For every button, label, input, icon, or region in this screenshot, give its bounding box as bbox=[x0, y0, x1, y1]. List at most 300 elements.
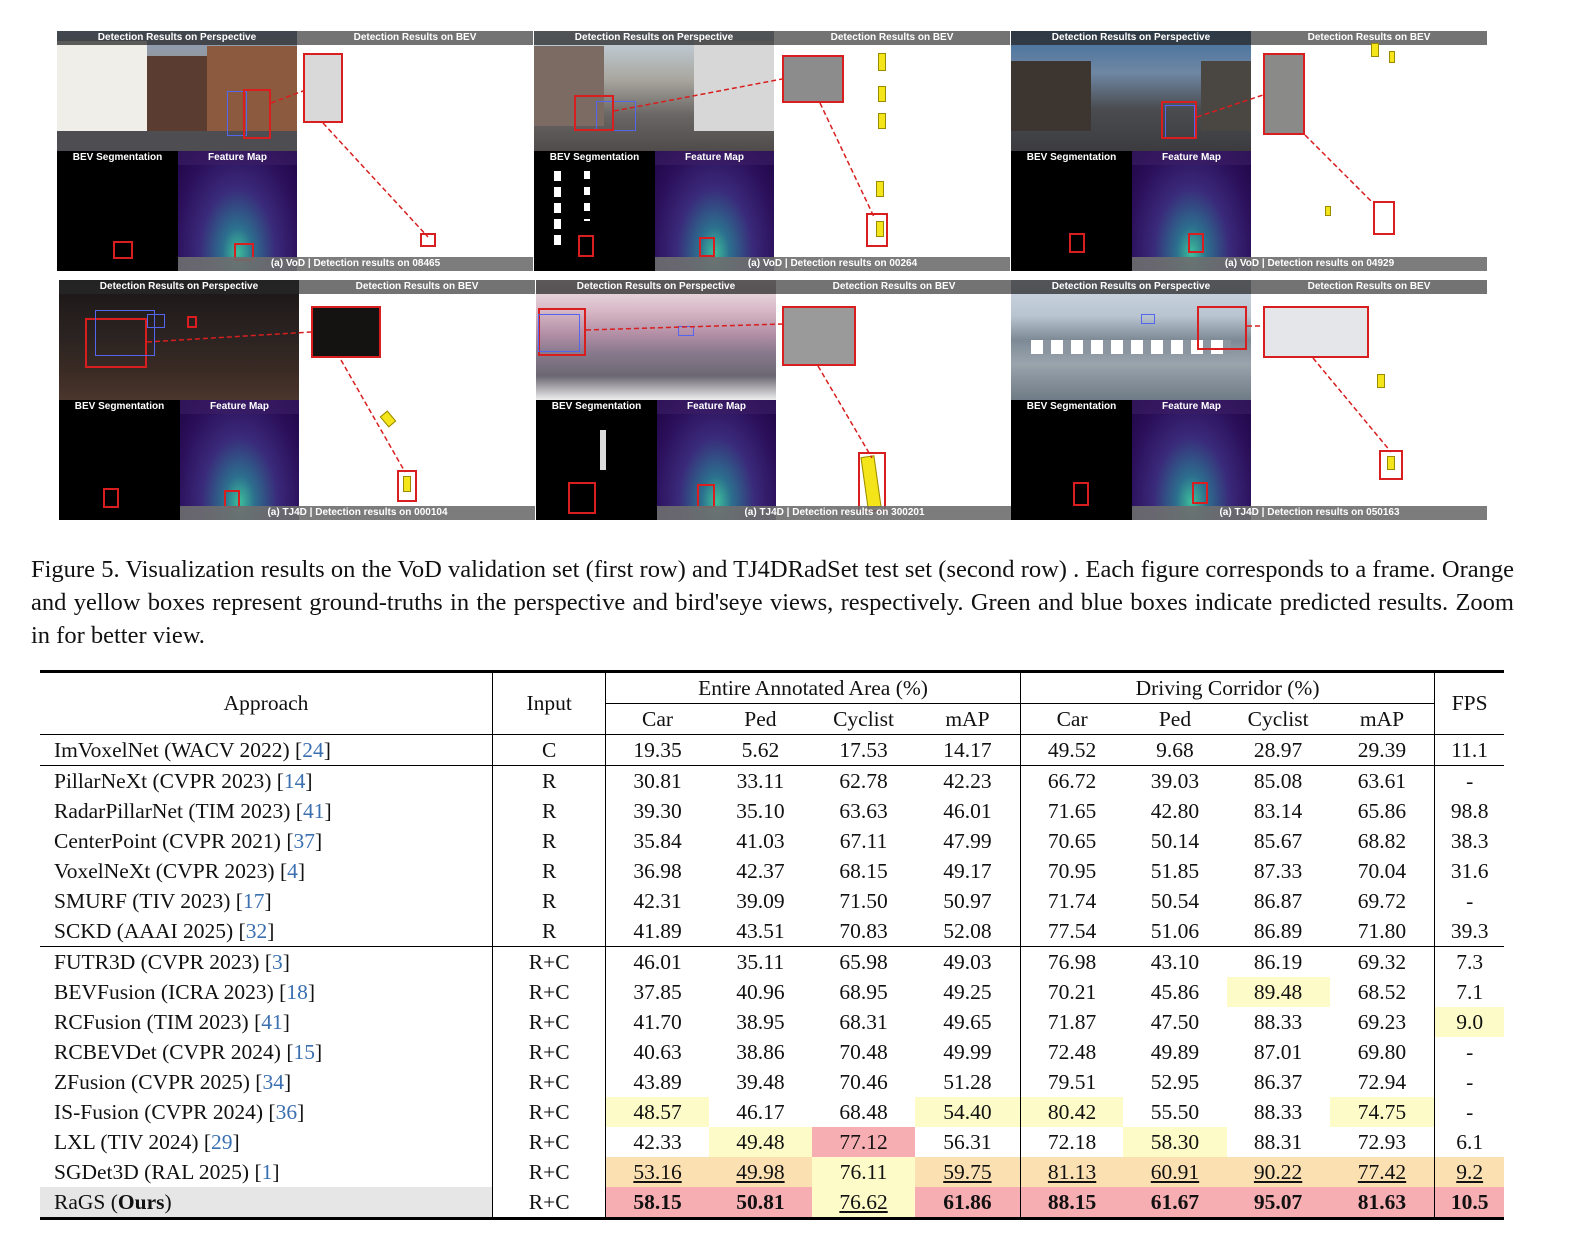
value-cell bbox=[1227, 766, 1330, 797]
value-text: 50.14 bbox=[1150, 828, 1200, 853]
value-cell bbox=[1123, 1127, 1226, 1157]
value-text: 36.98 bbox=[633, 858, 682, 883]
value-text: 14.17 bbox=[943, 737, 992, 762]
value-text: 41.89 bbox=[633, 918, 682, 943]
figure-row-tj4d bbox=[57, 280, 1487, 520]
figure-caption: Figure 5. Visualization results on the VoD validation set (first row) and TJ4DRadSet test set (second row) . Each figure corresponds to a frame. Orange and yellow boxes represent ground-truths in the perspective and bird'seye views, respectively. Green and blue boxes indicate predicted results. Zoom in for better view. bbox=[31, 556, 1514, 649]
value-text: 74.75 bbox=[1357, 1099, 1407, 1124]
value-text: 45.86 bbox=[1150, 979, 1200, 1004]
value-cell bbox=[1330, 1067, 1435, 1097]
bev-view bbox=[774, 31, 1010, 271]
value-text: 7.3 bbox=[1456, 949, 1484, 974]
value-text: 49.48 bbox=[736, 1129, 785, 1154]
value-cell bbox=[1020, 1157, 1123, 1187]
value-text: 49.98 bbox=[736, 1159, 785, 1184]
value-text: 39.30 bbox=[633, 798, 682, 823]
value-text: 43.51 bbox=[736, 918, 785, 943]
bev-label: Detection Results on BEV bbox=[774, 31, 1010, 45]
value-text: 81.13 bbox=[1047, 1159, 1097, 1184]
approach-cell: SMURF (TIV 2023) [17] bbox=[40, 886, 493, 916]
ours-label: Ours bbox=[117, 1189, 165, 1214]
input-cell: R bbox=[493, 856, 606, 886]
value-cell bbox=[1330, 1007, 1435, 1037]
value-text: 9.0 bbox=[1456, 1009, 1484, 1034]
value-text: 58.30 bbox=[1150, 1129, 1200, 1154]
value-text: 38.95 bbox=[736, 1009, 785, 1034]
citation-link[interactable]: 3 bbox=[272, 949, 283, 974]
value-text: 86.87 bbox=[1253, 888, 1303, 913]
value-cell bbox=[812, 796, 915, 826]
value-cell bbox=[709, 1007, 812, 1037]
panel-caption: (a) TJ4D | Detection results on 050163 bbox=[1132, 506, 1487, 520]
approach-cell: VoxelNeXt (CVPR 2023) [4] bbox=[40, 856, 493, 886]
value-text: 66.72 bbox=[1047, 768, 1097, 793]
value-cell bbox=[1435, 1157, 1504, 1187]
value-text: 40.63 bbox=[633, 1039, 682, 1064]
value-text: 39.3 bbox=[1450, 918, 1489, 943]
value-cell bbox=[1123, 796, 1226, 826]
table-row bbox=[40, 916, 1504, 947]
value-text: 53.16 bbox=[633, 1159, 682, 1184]
value-cell bbox=[1227, 916, 1330, 947]
value-cell bbox=[1227, 826, 1330, 856]
value-cell bbox=[606, 1007, 709, 1037]
value-cell bbox=[1330, 735, 1435, 766]
header-fps: FPS bbox=[1435, 672, 1504, 735]
value-cell bbox=[915, 886, 1020, 916]
value-text: - bbox=[1466, 1069, 1474, 1094]
value-text: 9.68 bbox=[1156, 737, 1194, 762]
value-text: 68.31 bbox=[839, 1009, 888, 1034]
input-cell: R+C bbox=[493, 1097, 606, 1127]
value-text: 50.54 bbox=[1150, 888, 1200, 913]
value-cell bbox=[709, 1127, 812, 1157]
feature-map bbox=[657, 400, 776, 520]
bev-label: Detection Results on BEV bbox=[299, 280, 535, 294]
value-text: 52.95 bbox=[1150, 1069, 1200, 1094]
value-text: 71.87 bbox=[1047, 1009, 1097, 1034]
value-cell bbox=[1020, 826, 1123, 856]
citation-link[interactable]: 14 bbox=[283, 768, 306, 793]
value-text: 65.98 bbox=[839, 949, 888, 974]
approach-cell: SGDet3D (RAL 2025) [1] bbox=[40, 1157, 493, 1187]
header-ped: Ped bbox=[744, 706, 777, 731]
value-cell bbox=[1330, 886, 1435, 916]
value-text: 6.1 bbox=[1456, 1129, 1484, 1154]
value-cell bbox=[812, 766, 915, 797]
value-cell bbox=[1123, 1037, 1226, 1067]
value-cell bbox=[915, 735, 1020, 766]
input-cell: R+C bbox=[493, 1007, 606, 1037]
value-cell bbox=[915, 856, 1020, 886]
value-text: 70.48 bbox=[839, 1039, 888, 1064]
value-cell bbox=[812, 947, 915, 978]
value-cell bbox=[915, 826, 1020, 856]
visualization-figure bbox=[57, 31, 1487, 520]
value-cell bbox=[1020, 1037, 1123, 1067]
value-cell bbox=[1330, 1037, 1435, 1067]
value-text: 61.67 bbox=[1150, 1189, 1200, 1214]
table-row bbox=[40, 1037, 1504, 1067]
value-text: 51.85 bbox=[1150, 858, 1200, 883]
approach-cell: ZFusion (CVPR 2025) [34] bbox=[40, 1067, 493, 1097]
value-text: 68.52 bbox=[1357, 979, 1407, 1004]
value-cell bbox=[1020, 1007, 1123, 1037]
value-text: 72.93 bbox=[1357, 1129, 1407, 1154]
perspective-label: Detection Results on Perspective bbox=[536, 280, 776, 294]
value-text: 70.21 bbox=[1047, 979, 1097, 1004]
value-cell bbox=[709, 826, 812, 856]
citation-link[interactable]: 24 bbox=[302, 737, 324, 762]
approach-cell: LXL (TIV 2024) [29] bbox=[40, 1127, 493, 1157]
table-row bbox=[40, 1067, 1504, 1097]
value-cell bbox=[606, 735, 709, 766]
approach-cell: RCBEVDet (CVPR 2024) [15] bbox=[40, 1037, 493, 1067]
figure-panel bbox=[57, 31, 533, 271]
input-cell: R bbox=[493, 766, 606, 797]
approach-name: FUTR3D (CVPR 2023) [ bbox=[54, 949, 273, 974]
value-text: 10.5 bbox=[1450, 1189, 1489, 1214]
approach-cell: BEVFusion (ICRA 2023) [18] bbox=[40, 977, 493, 1007]
value-text: 69.23 bbox=[1357, 1009, 1407, 1034]
value-text: 46.01 bbox=[943, 798, 992, 823]
value-cell bbox=[709, 916, 812, 947]
value-cell bbox=[1227, 796, 1330, 826]
value-cell bbox=[812, 1067, 915, 1097]
value-text: 87.01 bbox=[1253, 1039, 1303, 1064]
value-cell bbox=[606, 766, 709, 797]
value-text: 79.51 bbox=[1047, 1069, 1097, 1094]
bev-segmentation bbox=[57, 151, 178, 271]
figure-row-vod bbox=[57, 31, 1487, 271]
perspective-view bbox=[57, 31, 297, 151]
value-text: 30.81 bbox=[633, 768, 682, 793]
value-text: 69.80 bbox=[1357, 1039, 1407, 1064]
value-text: 72.48 bbox=[1047, 1039, 1097, 1064]
segmentation-label: BEV Segmentation bbox=[549, 152, 640, 163]
value-cell bbox=[915, 1097, 1020, 1127]
value-text: 9.2 bbox=[1456, 1159, 1484, 1184]
table-row bbox=[40, 1097, 1504, 1127]
bev-view bbox=[776, 280, 1012, 520]
value-cell bbox=[606, 1067, 709, 1097]
table-row bbox=[40, 856, 1504, 886]
value-cell bbox=[1020, 766, 1123, 797]
value-cell bbox=[1123, 1187, 1226, 1219]
value-cell bbox=[1435, 1037, 1504, 1067]
value-cell bbox=[915, 1007, 1020, 1037]
value-cell bbox=[1123, 1067, 1226, 1097]
value-text: 85.67 bbox=[1253, 828, 1303, 853]
value-text: 71.65 bbox=[1047, 798, 1097, 823]
header-input: Input bbox=[493, 672, 606, 735]
value-text: 41.03 bbox=[736, 828, 785, 853]
approach-name: IS-Fusion (CVPR 2024) [ bbox=[54, 1099, 276, 1124]
approach-name: ZFusion (CVPR 2025) [ bbox=[54, 1069, 263, 1094]
value-text: 7.1 bbox=[1456, 979, 1484, 1004]
value-text: 38.3 bbox=[1450, 828, 1489, 853]
bev-view bbox=[1251, 280, 1487, 520]
value-text: 77.42 bbox=[1357, 1159, 1407, 1184]
value-text: 68.95 bbox=[839, 979, 888, 1004]
input-cell: R+C bbox=[493, 1187, 606, 1219]
value-cell bbox=[1123, 947, 1226, 978]
value-text: 51.06 bbox=[1150, 918, 1200, 943]
value-cell bbox=[709, 977, 812, 1007]
approach-name: CenterPoint (CVPR 2021) [ bbox=[54, 828, 294, 853]
value-cell bbox=[606, 796, 709, 826]
value-cell bbox=[812, 1157, 915, 1187]
value-text: 40.96 bbox=[736, 979, 785, 1004]
value-cell bbox=[709, 735, 812, 766]
value-text: 33.11 bbox=[736, 768, 785, 793]
value-text: 52.08 bbox=[943, 918, 992, 943]
value-cell bbox=[1330, 1157, 1435, 1187]
value-cell bbox=[915, 947, 1020, 978]
approach-name: LXL (TIV 2024) [ bbox=[54, 1129, 212, 1154]
bev-segmentation bbox=[534, 151, 655, 271]
feature-map bbox=[180, 400, 299, 520]
header-entire-area: Entire Annotated Area (%) bbox=[606, 672, 1021, 704]
approach-cell: PillarNeXt (CVPR 2023) [14] bbox=[40, 766, 493, 797]
value-text: 83.14 bbox=[1253, 798, 1303, 823]
value-cell bbox=[709, 947, 812, 978]
value-cell bbox=[1020, 977, 1123, 1007]
header-approach: Approach bbox=[40, 672, 493, 735]
value-cell bbox=[1227, 1127, 1330, 1157]
value-text: 95.07 bbox=[1253, 1189, 1303, 1214]
value-cell bbox=[1330, 977, 1435, 1007]
value-text: 56.31 bbox=[943, 1129, 992, 1154]
value-text: 48.57 bbox=[633, 1099, 682, 1124]
value-text: 70.83 bbox=[839, 918, 888, 943]
perspective-label: Detection Results on Perspective bbox=[59, 280, 299, 294]
value-cell bbox=[606, 826, 709, 856]
input-cell: R+C bbox=[493, 1037, 606, 1067]
value-text: 46.17 bbox=[736, 1099, 785, 1124]
bev-segmentation bbox=[536, 400, 657, 520]
table-row bbox=[40, 1007, 1504, 1037]
value-cell bbox=[606, 977, 709, 1007]
value-cell bbox=[1330, 1127, 1435, 1157]
value-cell bbox=[1435, 856, 1504, 886]
bev-label: Detection Results on BEV bbox=[297, 31, 533, 45]
value-text: 49.99 bbox=[943, 1039, 992, 1064]
value-cell bbox=[709, 1067, 812, 1097]
citation-link[interactable]: 32 bbox=[245, 918, 268, 943]
approach-name: RaGS ( bbox=[54, 1189, 118, 1214]
value-text: 76.11 bbox=[839, 1159, 888, 1184]
value-text: 47.99 bbox=[943, 828, 992, 853]
value-text: 63.63 bbox=[839, 798, 888, 823]
value-cell bbox=[812, 916, 915, 947]
value-cell bbox=[1123, 916, 1226, 947]
value-cell bbox=[915, 977, 1020, 1007]
value-cell bbox=[1435, 886, 1504, 916]
value-text: 51.28 bbox=[943, 1069, 992, 1094]
value-text: 70.04 bbox=[1357, 858, 1407, 883]
value-text: 43.89 bbox=[633, 1069, 682, 1094]
value-cell bbox=[709, 766, 812, 797]
value-cell bbox=[812, 735, 915, 766]
value-text: 50.97 bbox=[943, 888, 992, 913]
citation-link[interactable]: 37 bbox=[293, 828, 315, 853]
value-cell bbox=[1123, 886, 1226, 916]
header-ped: Ped bbox=[1158, 706, 1192, 731]
feature-map bbox=[1132, 400, 1251, 520]
value-cell bbox=[1330, 1187, 1435, 1219]
input-cell: R bbox=[493, 886, 606, 916]
approach-cell bbox=[40, 1187, 493, 1219]
value-text: 59.75 bbox=[943, 1159, 992, 1184]
value-cell bbox=[606, 856, 709, 886]
perspective-label: Detection Results on Perspective bbox=[57, 31, 297, 45]
value-cell bbox=[1227, 1157, 1330, 1187]
value-text: 62.78 bbox=[839, 768, 888, 793]
bev-label: Detection Results on BEV bbox=[1251, 280, 1487, 294]
input-cell: R+C bbox=[493, 947, 606, 978]
value-cell bbox=[1435, 796, 1504, 826]
value-cell bbox=[709, 1037, 812, 1067]
value-cell bbox=[812, 1187, 915, 1219]
segmentation-label: BEV Segmentation bbox=[74, 401, 165, 412]
value-cell bbox=[1123, 977, 1226, 1007]
feature-map bbox=[655, 151, 774, 271]
value-text: 68.48 bbox=[839, 1099, 888, 1124]
citation-link[interactable]: 41 bbox=[302, 798, 325, 823]
value-cell bbox=[606, 1187, 709, 1219]
perspective-view bbox=[1011, 280, 1251, 400]
citation-link[interactable]: 41 bbox=[261, 1009, 283, 1034]
value-cell bbox=[1020, 1187, 1123, 1219]
citation-link[interactable]: 36 bbox=[275, 1099, 298, 1124]
approach-name: RCFusion (TIM 2023) [ bbox=[54, 1009, 262, 1034]
value-text: 69.72 bbox=[1357, 888, 1407, 913]
table-row bbox=[40, 977, 1504, 1007]
value-text: 71.74 bbox=[1047, 888, 1097, 913]
perspective-label: Detection Results on Perspective bbox=[1011, 280, 1251, 294]
value-text: 42.31 bbox=[633, 888, 682, 913]
value-text: 37.85 bbox=[633, 979, 682, 1004]
value-cell bbox=[812, 826, 915, 856]
value-cell bbox=[709, 1097, 812, 1127]
value-cell bbox=[915, 766, 1020, 797]
value-text: 72.94 bbox=[1357, 1069, 1407, 1094]
citation-link[interactable]: 1 bbox=[261, 1159, 273, 1184]
value-cell bbox=[915, 1157, 1020, 1187]
value-text: 60.91 bbox=[1150, 1159, 1200, 1184]
value-text: 85.08 bbox=[1253, 768, 1303, 793]
value-cell bbox=[709, 856, 812, 886]
value-cell bbox=[1435, 1067, 1504, 1097]
value-text: 86.19 bbox=[1253, 949, 1303, 974]
value-cell bbox=[812, 1127, 915, 1157]
value-text: 39.48 bbox=[736, 1069, 785, 1094]
citation-link[interactable]: 29 bbox=[211, 1129, 233, 1154]
input-cell: C bbox=[493, 735, 606, 766]
value-text: 35.10 bbox=[736, 798, 785, 823]
segmentation-label: BEV Segmentation bbox=[551, 401, 642, 412]
value-text: 61.86 bbox=[943, 1189, 992, 1214]
value-text: 11.1 bbox=[1451, 737, 1489, 762]
approach-name: ImVoxelNet (WACV 2022) [ bbox=[54, 737, 303, 762]
value-cell bbox=[915, 1037, 1020, 1067]
input-cell: R+C bbox=[493, 1157, 606, 1187]
value-text: 80.42 bbox=[1047, 1099, 1097, 1124]
value-cell bbox=[1123, 1007, 1226, 1037]
approach-name: VoxelNeXt (CVPR 2023) [ bbox=[54, 858, 288, 883]
value-cell bbox=[709, 1187, 812, 1219]
value-text: 77.12 bbox=[839, 1129, 888, 1154]
value-cell bbox=[1330, 1097, 1435, 1127]
perspective-view bbox=[1011, 31, 1251, 151]
value-cell bbox=[1020, 1067, 1123, 1097]
feature-map-label: Feature Map bbox=[1132, 400, 1251, 414]
value-text: 46.01 bbox=[633, 949, 682, 974]
figure-panel bbox=[536, 280, 1012, 520]
approach-name: SMURF (TIV 2023) [ bbox=[54, 888, 243, 913]
value-cell bbox=[1330, 826, 1435, 856]
bev-view bbox=[1251, 31, 1487, 271]
value-text: 65.86 bbox=[1357, 798, 1407, 823]
perspective-view bbox=[534, 31, 774, 151]
value-cell bbox=[1227, 947, 1330, 978]
citation-link[interactable]: 15 bbox=[293, 1039, 315, 1064]
value-text: 50.81 bbox=[736, 1189, 785, 1214]
value-cell bbox=[915, 796, 1020, 826]
citation-link[interactable]: 34 bbox=[262, 1069, 284, 1094]
value-cell bbox=[915, 1067, 1020, 1097]
segmentation-label: BEV Segmentation bbox=[1026, 401, 1117, 412]
value-cell bbox=[915, 1127, 1020, 1157]
value-text: 88.33 bbox=[1253, 1009, 1303, 1034]
value-text: 70.95 bbox=[1047, 858, 1097, 883]
approach-cell: CenterPoint (CVPR 2021) [37] bbox=[40, 826, 493, 856]
value-cell bbox=[915, 1187, 1020, 1219]
value-cell bbox=[1227, 1007, 1330, 1037]
value-cell bbox=[1020, 796, 1123, 826]
value-cell bbox=[1227, 1187, 1330, 1219]
citation-link[interactable]: 17 bbox=[242, 888, 265, 913]
value-cell bbox=[1330, 856, 1435, 886]
citation-link[interactable]: 4 bbox=[287, 858, 298, 883]
value-text: - bbox=[1466, 1039, 1474, 1064]
value-text: 39.09 bbox=[736, 888, 785, 913]
value-text: 70.65 bbox=[1047, 828, 1097, 853]
value-cell bbox=[1435, 826, 1504, 856]
value-text: 71.50 bbox=[839, 888, 888, 913]
input-cell: R+C bbox=[493, 1127, 606, 1157]
value-cell bbox=[1227, 1037, 1330, 1067]
value-text: 35.84 bbox=[633, 828, 682, 853]
value-cell bbox=[1020, 735, 1123, 766]
table-row bbox=[40, 796, 1504, 826]
value-text: 55.50 bbox=[1150, 1099, 1200, 1124]
value-cell bbox=[1435, 916, 1504, 947]
bev-segmentation bbox=[1011, 400, 1132, 520]
value-cell bbox=[1123, 1097, 1226, 1127]
approach-name: SCKD (AAAI 2025) [ bbox=[54, 918, 246, 943]
value-text: 49.17 bbox=[943, 858, 992, 883]
value-text: 17.53 bbox=[839, 737, 888, 762]
feature-map-label: Feature Map bbox=[178, 151, 297, 165]
input-cell: R bbox=[493, 826, 606, 856]
panel-caption: (a) VoD | Detection results on 04929 bbox=[1132, 257, 1487, 271]
input-cell: R+C bbox=[493, 977, 606, 1007]
bev-view bbox=[299, 280, 535, 520]
value-cell bbox=[812, 977, 915, 1007]
citation-link[interactable]: 18 bbox=[286, 979, 308, 1004]
